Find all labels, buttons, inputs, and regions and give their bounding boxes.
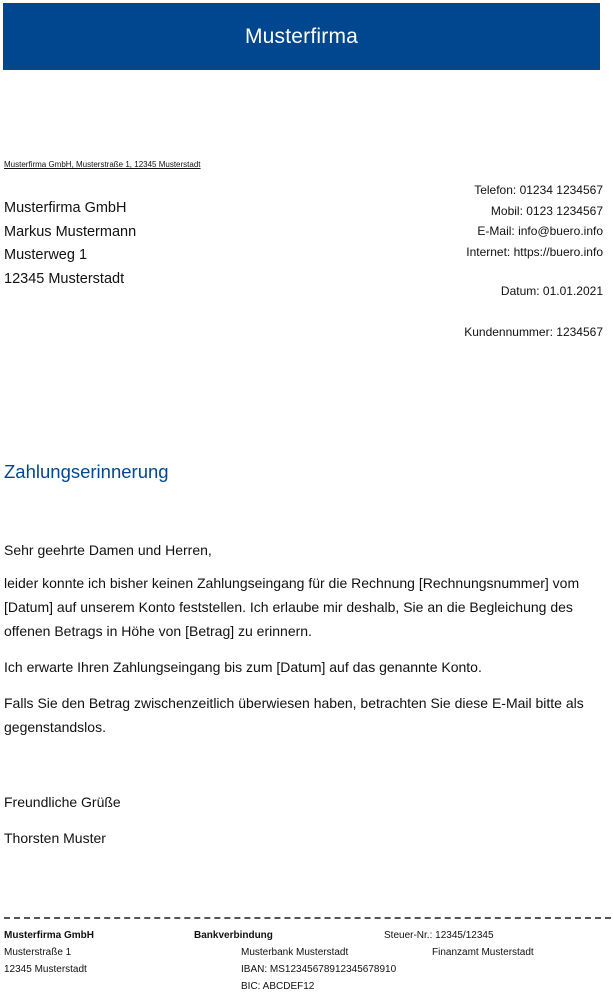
body-paragraph-2: Ich erwarte Ihren Zahlungseingang bis zum [Datum] auf das genannte Konto.: [4, 659, 482, 675]
contact-info-block: [466, 180, 603, 262]
company-name-title: Musterfirma: [244, 24, 359, 48]
contact-mobile: Mobil: 0123 1234567: [490, 203, 603, 218]
customer-number: Kundennummer: 1234567: [464, 325, 603, 339]
footer-tax-office: Finanzamt Musterstadt: [432, 947, 534, 958]
recipient-address-block: [4, 197, 136, 291]
body-paragraph-1: leider konnte ich bisher keinen Zahlungseingang für die Rechnung [Rechnungsnummer] vom [Datum] auf unserem Konto feststellen. Ich erlaube mir deshalb, Sie an die Begleichung des offenen Betrags in Höhe von [Betrag] zu erinnern.: [4, 575, 580, 639]
letter-date: Datum: 01.01.2021: [500, 284, 603, 298]
contact-internet: Internet: https://buero.info: [466, 244, 603, 259]
recipient-street: Musterweg 1: [4, 247, 88, 263]
footer-company: Musterfirma GmbH: [4, 930, 95, 941]
footer-bic: BIC: ABCDEF12: [241, 981, 315, 992]
footer-bank-name: Musterbank Musterstadt: [241, 947, 349, 958]
signature-name: Thorsten Muster: [4, 830, 106, 846]
footer-bank-heading: Bankverbindung: [194, 930, 273, 941]
footer-iban: IBAN: MS12345678912345678910: [241, 964, 397, 975]
body-paragraph-3: Falls Sie den Betrag zwischenzeitlich überwiesen haben, betrachten Sie diese E-Mail bitte als gegenstandslos.: [4, 695, 584, 735]
footer-tax-id: Steuer-Nr.: 12345/12345: [384, 930, 494, 941]
recipient-city: 12345 Musterstadt: [4, 270, 125, 287]
letter-subject: Zahlungserinnerung: [4, 461, 169, 482]
salutation: Sehr geehrte Damen und Herren,: [4, 542, 212, 558]
closing-phrase: Freundliche Grüße: [4, 794, 121, 810]
footer-city: 12345 Musterstadt: [4, 964, 87, 975]
letter-body: [4, 538, 604, 751]
contact-phone: Telefon: 01234 1234567: [474, 183, 603, 197]
recipient-company: Musterfirma GmbH: [4, 200, 127, 216]
recipient-person: Markus Mustermann: [4, 223, 137, 240]
letterhead-banner: [3, 3, 600, 70]
footer-street: Musterstraße 1: [4, 947, 72, 958]
footer: [0, 928, 613, 993]
contact-email: E-Mail: info@buero.info: [477, 224, 603, 238]
footer-divider: [4, 917, 611, 919]
sender-return-address: Musterfirma GmbH, Musterstraße 1, 12345 Musterstadt: [4, 160, 201, 169]
